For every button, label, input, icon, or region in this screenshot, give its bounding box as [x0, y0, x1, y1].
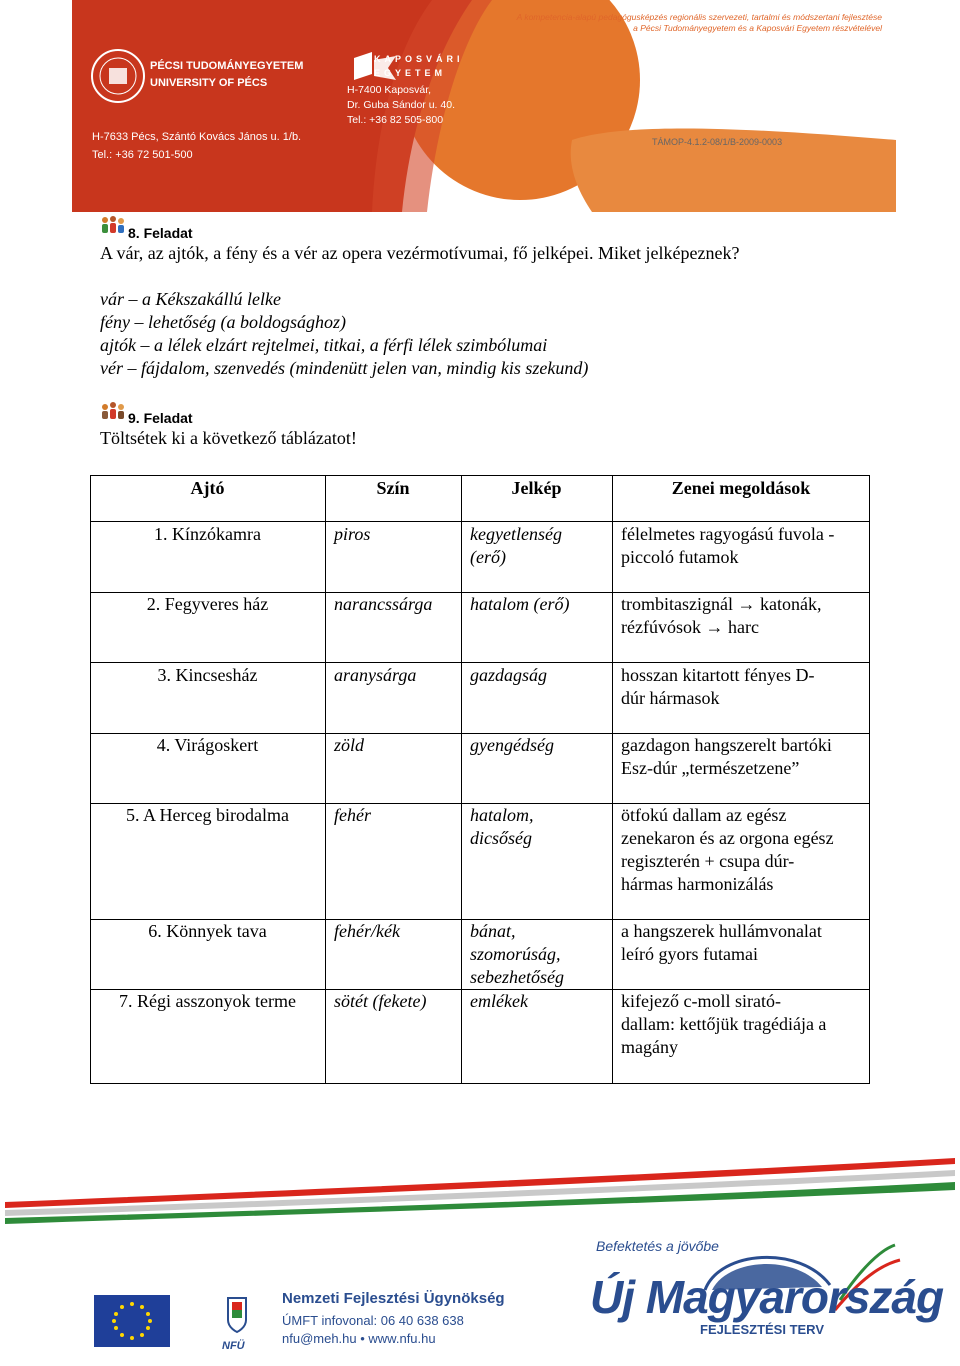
row1-symbol-line: (erő) [470, 547, 506, 567]
header-project-line-2: a Pécsi Tudományegyetem és a Kaposvári Egyetem részvételével [633, 23, 882, 33]
row5-door: 5. A Herceg birodalma [126, 805, 289, 825]
row4-door: 4. Virágoskert [156, 735, 259, 755]
row2-music-line: trombitaszignál → katonák, [621, 594, 822, 614]
row7-door: 7. Régi asszonyok terme [119, 991, 296, 1011]
pte-phone: Tel.: +36 72 501-500 [92, 149, 193, 161]
row2-music-line: rézfúvósok → harc [621, 617, 759, 637]
task8-question: A vár, az ajtók, a fény és a vér az opera vezérmotívumai, fő jelképei. Miket jelképeznek? [100, 243, 740, 263]
row1-symbol [470, 523, 562, 569]
row3-door: 3. Kincsesház [157, 665, 258, 685]
row7-music-line: kifejező c-moll sirató- [621, 991, 781, 1011]
pte-contact [92, 128, 301, 164]
ke-address-2: Dr. Guba Sándor u. 40. [347, 99, 455, 111]
nfu-logo: NFÜ [222, 1340, 245, 1352]
pte-name-hu: PÉCSI TUDOMÁNYEGYETEM [150, 60, 304, 72]
row1-symbol-line: kegyetlenség [470, 524, 562, 544]
page-header [72, 0, 896, 212]
row1-color: piros [334, 524, 371, 544]
col-header-color: Szín [376, 478, 410, 498]
page-footer [0, 1150, 960, 1366]
row4-music-line: Esz-dúr „természetzene” [621, 758, 800, 778]
people-icon [100, 214, 126, 236]
row5-music-line: ötfokú dallam az egész [621, 805, 787, 825]
row6-symbol-line: sebezhetőség [470, 967, 564, 987]
ke-contact [347, 83, 455, 128]
nfu-contact [282, 1312, 464, 1348]
row5-color: fehér [334, 805, 371, 825]
row3-symbol: gazdagság [470, 665, 548, 685]
row6-symbol-line: szomorúság, [470, 944, 561, 964]
symbol-table [90, 475, 870, 1084]
row5-music-line: zenekaron és az orgona egész [621, 828, 834, 848]
row2-symbol: hatalom (erő) [470, 594, 570, 614]
ke-name-2: EGYETEM [374, 68, 447, 78]
ke-name-1: KAPOSVÁRI [374, 54, 464, 64]
people-icon [100, 400, 126, 422]
col-header-music: Zenei megoldások [671, 478, 811, 498]
task8-answer-4: vér – fájdalom, szenvedés (mindenütt jelen van, mindig kis szekund) [100, 358, 589, 378]
row2-color: narancssárga [334, 594, 433, 614]
pte-name-en: UNIVERSITY OF PÉCS [150, 77, 268, 89]
row7-color: sötét (fekete) [334, 991, 427, 1011]
task9-title: 9. Feladat [128, 410, 193, 426]
row6-color: fehér/kék [334, 921, 400, 941]
row5-music-line: hármas harmonizálás [621, 874, 774, 894]
row2-door: 2. Fegyveres ház [146, 594, 269, 614]
row3-color: aranysárga [334, 665, 417, 685]
tamop-code: TÁMOP-4.1.2-08/1/B-2009-0003 [652, 137, 783, 147]
slogan: Befektetés a jövőbe [596, 1238, 719, 1254]
ke-phone: Tel.: +36 82 505-800 [347, 114, 444, 126]
task8-title: 8. Feladat [128, 225, 193, 241]
col-header-door: Ajtó [190, 478, 225, 498]
row4-music-line: gazdagon hangszerelt bartóki [621, 735, 832, 755]
row6-music [621, 920, 822, 966]
row4-color: zöld [334, 735, 365, 755]
col-header-symbol: Jelkép [511, 478, 562, 498]
row6-symbol-line: bánat, [470, 921, 516, 941]
row6-symbol [470, 920, 564, 989]
row7-music-line: magány [621, 1037, 678, 1057]
row5-symbol [470, 804, 534, 850]
fejlesztesi-terv: FEJLESZTÉSI TERV [700, 1322, 825, 1337]
row4-music [621, 734, 832, 780]
uj-magyarorszag-logo: Új Magyarország [590, 1271, 944, 1323]
ke-address-1: H-7400 Kaposvár, [347, 84, 432, 96]
nfu-web: nfu@meh.hu • www.nfu.hu [282, 1331, 436, 1346]
row3-music-line: hosszan kitartott fényes D- [621, 665, 815, 685]
row6-music-line: a hangszerek hullámvonalat [621, 921, 822, 941]
row3-music-line: dúr hármasok [621, 688, 720, 708]
row5-symbol-line: hatalom, [470, 805, 534, 825]
row1-music-line: piccoló futamok [621, 547, 739, 567]
ke-name [374, 52, 464, 80]
row5-music-line: regiszterén + csupa dúr- [621, 851, 795, 871]
task8-answer-3: ajtók – a lélek elzárt rejtelmei, titkai, a férfi lélek szimbólumai [100, 335, 548, 355]
row1-music-line: félelmetes ragyogású fuvola - [621, 524, 835, 544]
row5-symbol-line: dicsőség [470, 828, 532, 848]
row1-door: 1. Kínzókamra [154, 524, 261, 544]
row2-music [621, 593, 821, 639]
nfu-title: Nemzeti Fejlesztési Ügynökség [282, 1290, 505, 1307]
row7-music-line: dallam: kettőjük tragédiája a [621, 1014, 827, 1034]
row7-music [621, 990, 826, 1059]
pte-address: H-7633 Pécs, Szántó Kovács János u. 1/b. [92, 131, 302, 143]
row7-symbol: emlékek [470, 991, 528, 1011]
nfu-phone: ÚMFT infovonal: 06 40 638 638 [282, 1313, 464, 1328]
row1-music [621, 523, 834, 569]
row6-door: 6. Könnyek tava [148, 921, 267, 941]
task8-answer-2: fény – lehetőség (a boldogsághoz) [100, 312, 346, 332]
row6-music-line: leíró gyors futamai [621, 944, 758, 964]
row5-music [621, 804, 834, 896]
row3-music [621, 664, 814, 710]
header-project-line-1: A kompetencia-alapú pedagógusképzés regionális szervezeti, tartalmi és módszertani fejlesztése [516, 12, 882, 22]
pte-name [150, 58, 303, 92]
task9-instruction: Töltsétek ki a következő táblázatot! [100, 428, 357, 448]
row4-symbol: gyengédség [470, 735, 554, 755]
task8-answer-1: vár – a Kékszakállú lelke [100, 289, 281, 309]
